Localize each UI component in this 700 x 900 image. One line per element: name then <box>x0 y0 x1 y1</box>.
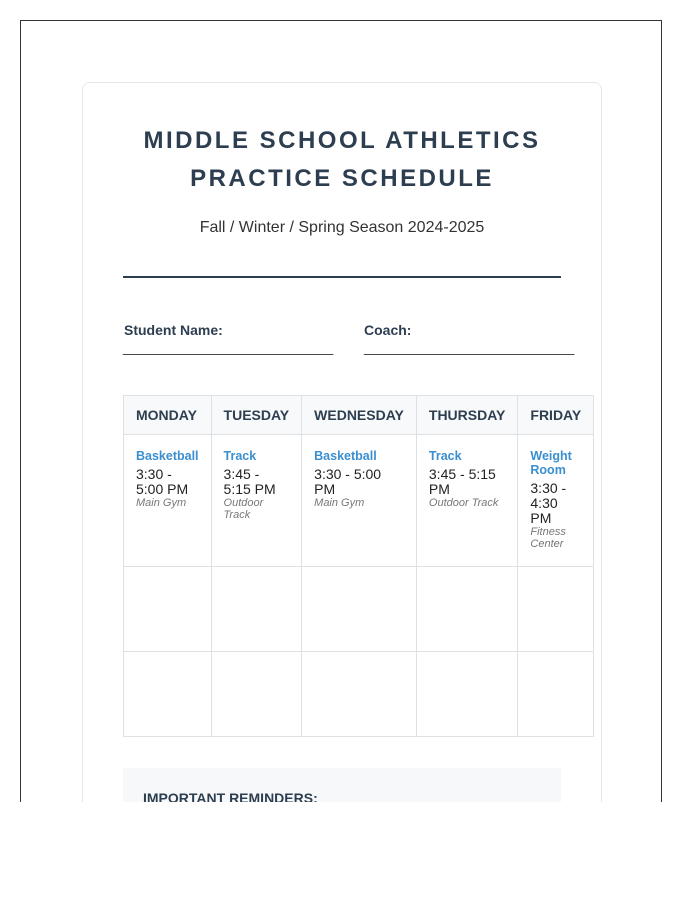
empty-cell[interactable] <box>211 652 302 737</box>
student-name-line[interactable]: ___________________________ <box>123 339 334 355</box>
page-title-line-1: MIDDLE SCHOOL ATHLETICS <box>143 127 541 154</box>
practice-time: 3:45 - 5:15 PM <box>428 466 496 497</box>
reminders-box <box>123 768 561 802</box>
practice-location: Main Gym <box>136 497 187 509</box>
day-header-friday: FRIDAY <box>518 396 594 435</box>
table-header-row <box>124 396 594 435</box>
practice-time: 3:30 - 5:00 PM <box>314 466 382 497</box>
empty-cell[interactable] <box>302 567 417 652</box>
practice-schedule-table <box>123 395 594 737</box>
coach-line[interactable]: ___________________________ <box>364 339 575 355</box>
season-subtitle: Fall / Winter / Spring Season 2024-2025 <box>199 219 485 236</box>
empty-cell[interactable] <box>211 567 302 652</box>
student-name-label: Student Name: <box>124 322 223 338</box>
activity-name: Basketball <box>314 449 377 463</box>
activity-name: Track <box>428 449 462 463</box>
practice-time: 3:45 - 5:15 PM <box>223 466 276 497</box>
schedule-cell-monday <box>124 435 212 567</box>
practice-time: 3:30 - 4:30 PM <box>530 480 567 526</box>
page-frame <box>20 20 662 802</box>
day-header-tuesday: TUESDAY <box>211 396 302 435</box>
practice-location: Outdoor Track <box>428 497 499 509</box>
schedule-cell-friday <box>518 435 594 567</box>
table-row <box>124 567 594 652</box>
schedule-card <box>82 82 602 802</box>
day-header-wednesday: WEDNESDAY <box>302 396 417 435</box>
page-title-line-2: PRACTICE SCHEDULE <box>190 165 494 192</box>
practice-location: Fitness Center <box>530 526 566 550</box>
activity-name: Weight Room <box>530 449 572 477</box>
day-header-thursday: THURSDAY <box>416 396 518 435</box>
day-header-monday: MONDAY <box>124 396 212 435</box>
empty-cell[interactable] <box>518 652 594 737</box>
schedule-cell-tuesday <box>211 435 302 567</box>
empty-cell[interactable] <box>416 652 518 737</box>
activity-name: Track <box>223 449 257 463</box>
schedule-cell-thursday <box>416 435 518 567</box>
empty-cell[interactable] <box>124 652 212 737</box>
empty-cell[interactable] <box>518 567 594 652</box>
empty-cell[interactable] <box>124 567 212 652</box>
title-divider <box>123 276 561 278</box>
empty-cell[interactable] <box>416 567 518 652</box>
practice-location: Outdoor Track <box>223 497 264 521</box>
practice-location: Main Gym <box>314 497 365 509</box>
empty-cell[interactable] <box>302 652 417 737</box>
reminders-title: IMPORTANT REMINDERS: <box>143 790 318 802</box>
activity-name: Basketball <box>136 449 199 463</box>
coach-label: Coach: <box>364 322 412 338</box>
table-row <box>124 652 594 737</box>
schedule-cell-wednesday <box>302 435 417 567</box>
table-row <box>124 435 594 567</box>
practice-time: 3:30 - 5:00 PM <box>136 466 189 497</box>
